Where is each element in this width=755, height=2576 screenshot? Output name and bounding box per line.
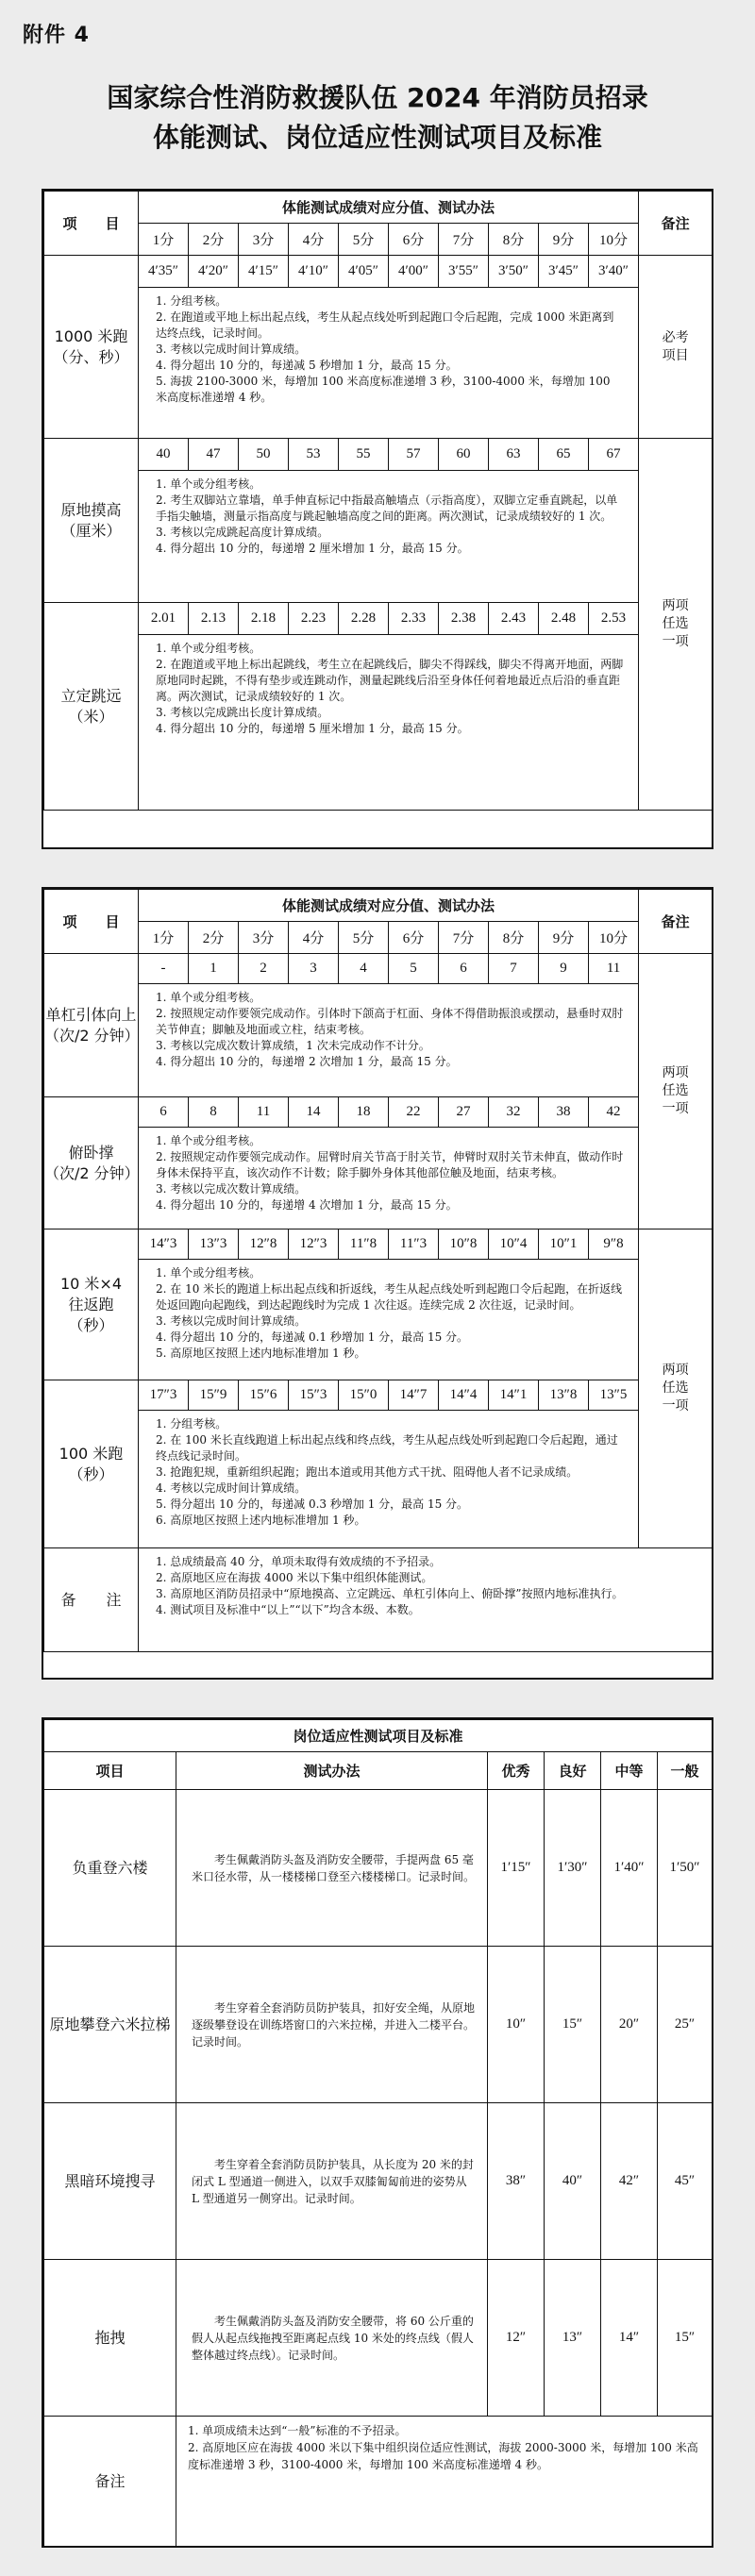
score-value: 42 xyxy=(589,1097,639,1128)
method-line: 2. 在跑道或平地上标出起点线，考生从起点线处听到起跑口令后起跑，完成 1000 米距离到达终点线，记录时间。 xyxy=(156,310,614,340)
score-value: 11″8 xyxy=(339,1229,389,1260)
method-line: 1. 分组考核。 xyxy=(156,1417,227,1430)
method-line: 4. 得分超出 10 分的，每递增 2 次增加 1 分，最高 15 分。 xyxy=(156,1055,458,1068)
item-name: 黑暗环境搜寻 xyxy=(44,2103,176,2260)
score-value: 3′45″ xyxy=(539,256,589,288)
table-row xyxy=(44,2260,713,2417)
score-value: 3′50″ xyxy=(489,256,539,288)
score-value: 15″9 xyxy=(189,1380,239,1411)
header-item: 项 目 xyxy=(44,192,139,256)
score-label: 10分 xyxy=(589,224,639,256)
notes-label: 备 注 xyxy=(44,1548,139,1652)
grade-value: 38″ xyxy=(488,2103,545,2260)
method-line: 1. 单个或分组考核。 xyxy=(156,642,261,655)
test-method xyxy=(139,1128,639,1229)
score-value: 47 xyxy=(189,439,239,471)
score-label: 6分 xyxy=(389,922,439,954)
score-value: 15″6 xyxy=(239,1380,289,1411)
grade-excellent: 优秀 xyxy=(488,1752,545,1790)
score-value: 2.18 xyxy=(239,603,289,635)
method-line: 4. 得分超出 10 分的，每递增 2 厘米增加 1 分，最高 15 分。 xyxy=(156,542,469,555)
method-line: 4. 考核以完成时间计算成绩。 xyxy=(156,1481,307,1495)
grade-value: 20″ xyxy=(601,1947,658,2103)
score-value: 2.01 xyxy=(139,603,189,635)
score-value: 63 xyxy=(489,439,539,471)
item-name: 单杠引体向上 （次/2 分钟） xyxy=(44,954,139,1097)
item-name: 立定跳远 （米） xyxy=(44,603,139,811)
score-value: 22 xyxy=(389,1097,439,1128)
test-method xyxy=(139,984,639,1097)
notes-content xyxy=(139,1548,713,1652)
notes-label: 备注 xyxy=(44,2417,176,2547)
score-value: 15″3 xyxy=(289,1380,339,1411)
post-adaptability-grid xyxy=(43,1719,713,2547)
score-value: 2.48 xyxy=(539,603,589,635)
score-label: 1分 xyxy=(139,224,189,256)
score-value: 11 xyxy=(239,1097,289,1128)
grade-pass: 一般 xyxy=(658,1752,713,1790)
table-row xyxy=(44,603,713,635)
test-method xyxy=(176,1790,488,1947)
grade-medium: 中等 xyxy=(601,1752,658,1790)
score-header-row xyxy=(44,224,713,256)
grade-value: 10″ xyxy=(488,1947,545,2103)
method-line: 3. 抢跑犯规，重新组织起跑；跑出本道或用其他方式干扰、阻碍他人者不记录成绩。 xyxy=(156,1465,579,1479)
method-line: 4. 得分超出 10 分的，每递增 5 厘米增加 1 分，最高 15 分。 xyxy=(156,722,469,735)
grade-value: 42″ xyxy=(601,2103,658,2260)
remark-choose-one: 两项 任选 一项 xyxy=(639,954,713,1229)
table-row xyxy=(44,439,713,471)
score-value: 32 xyxy=(489,1097,539,1128)
score-value: 7 xyxy=(489,954,539,984)
score-value: 17″3 xyxy=(139,1380,189,1411)
score-value: 6 xyxy=(439,954,489,984)
grade-value: 15″ xyxy=(545,1947,601,2103)
score-value: 5 xyxy=(389,954,439,984)
score-label: 2分 xyxy=(189,224,239,256)
method-line: 3. 考核以完成次数计算成绩。 xyxy=(156,1182,307,1196)
test-method xyxy=(176,2260,488,2417)
table-row xyxy=(44,1229,713,1260)
grade-value: 45″ xyxy=(658,2103,713,2260)
score-value: 9″8 xyxy=(589,1229,639,1260)
grade-value: 13″ xyxy=(545,2260,601,2417)
table-row xyxy=(44,1097,713,1128)
score-label: 3分 xyxy=(239,922,289,954)
table-row xyxy=(44,1380,713,1411)
score-value: 1 xyxy=(189,954,239,984)
method-line: 2. 按照规定动作要领完成动作。引体时下颌高于杠面、身体不得借助振浪或摆动，悬垂时双肘关节伸直；脚触及地面或立柱，结束考核。 xyxy=(156,1007,624,1036)
score-label: 2分 xyxy=(189,922,239,954)
score-value: 3 xyxy=(289,954,339,984)
header-item: 项目 xyxy=(44,1752,176,1790)
score-value: 50 xyxy=(239,439,289,471)
note-line: 2. 高原地区应在海拔 4000 米以下集中组织体能测试。 xyxy=(156,1571,433,1584)
header-group: 体能测试成绩对应分值、测试办法 xyxy=(139,192,639,224)
score-value: 10″8 xyxy=(439,1229,489,1260)
score-label: 9分 xyxy=(539,224,589,256)
item-name: 1000 米跑 （分、秒） xyxy=(44,256,139,439)
document-title-line2: 体能测试、岗位适应性测试项目及标准 xyxy=(152,122,602,153)
method-line: 4. 得分超出 10 分的，每递增 4 次增加 1 分，最高 15 分。 xyxy=(156,1198,458,1212)
method-line: 4. 得分超出 10 分的，每递减 5 秒增加 1 分，最高 15 分。 xyxy=(156,359,458,372)
grade-good: 良好 xyxy=(545,1752,601,1790)
score-value: 18 xyxy=(339,1097,389,1128)
score-value: 2.13 xyxy=(189,603,239,635)
grade-value: 1′30″ xyxy=(545,1790,601,1947)
method-line: 4. 得分超出 10 分的，每递减 0.1 秒增加 1 分，最高 15 分。 xyxy=(156,1330,469,1344)
method-line: 6. 高原地区按照上述内地标准增加 1 秒。 xyxy=(156,1514,366,1527)
method-line: 2. 在跑道或平地上标出起跳线，考生立在起跳线后，脚尖不得踩线，脚尖不得离开地面，两脚原地同时起跳，不得有垫步或连跳动作，测量起跳线后沿至身体任何着地最近点后沿的垂直距离。两次测试，记录成绩较好的 1 次。 xyxy=(156,658,624,703)
grade-value: 15″ xyxy=(658,2260,713,2417)
score-value: 53 xyxy=(289,439,339,471)
note-line: 4. 测试项目及标准中“以上”“以下”均含本级、本数。 xyxy=(156,1603,420,1616)
table-row xyxy=(44,2103,713,2260)
score-value: 14 xyxy=(289,1097,339,1128)
post-adaptability-table xyxy=(42,1717,713,2548)
grade-value: 25″ xyxy=(658,1947,713,2103)
method-line: 1. 单个或分组考核。 xyxy=(156,1266,261,1280)
grade-value: 1′40″ xyxy=(601,1790,658,1947)
score-value: 14″4 xyxy=(439,1380,489,1411)
score-value: 15″0 xyxy=(339,1380,389,1411)
remark-required: 必考 项目 xyxy=(639,256,713,439)
item-name: 10 米×4 往返跑 （秒） xyxy=(44,1229,139,1380)
fitness-table-2-grid xyxy=(43,889,713,1652)
method-text: 考生佩戴消防头盔及消防安全腰带，将 60 公斤重的假人从起点线拖拽至距离起点线 10 米处的终点线（假人整体越过终点线）。记录时间。 xyxy=(192,2314,474,2362)
test-method xyxy=(139,471,639,603)
score-value: 11 xyxy=(589,954,639,984)
remark-choose-one: 两项 任选 一项 xyxy=(639,439,713,811)
score-value: 57 xyxy=(389,439,439,471)
score-value: 14″3 xyxy=(139,1229,189,1260)
method-line: 5. 得分超出 10 分的，每递减 0.3 秒增加 1 分，最高 15 分。 xyxy=(156,1497,469,1511)
method-line: 2. 在 10 米长的跑道上标出起点线和折返线，考生从起点线处听到起跑口令后起跑，在折返线处返回跑向起跑线，到达起跑线时为完成 1 次往返。连续完成 2 次往返，记录时间。 xyxy=(156,1282,623,1312)
test-method xyxy=(176,1947,488,2103)
score-label: 3分 xyxy=(239,224,289,256)
score-value: 2.33 xyxy=(389,603,439,635)
method-line: 5. 高原地区按照上述内地标准增加 1 秒。 xyxy=(156,1347,366,1360)
score-label: 8分 xyxy=(489,224,539,256)
score-value: 4 xyxy=(339,954,389,984)
score-value: 67 xyxy=(589,439,639,471)
method-line: 1. 分组考核。 xyxy=(156,294,227,308)
note-line: 2. 高原地区应在海拔 4000 米以下集中组织岗位适应性测试，海拔 2000-3000 米，每增加 100 米高度标准递增 3 秒，3100-4000 米，每增加 100 米高度标准递增 4 秒。 xyxy=(188,2441,698,2471)
method-text: 考生穿着全套消防员防护装具，从长度为 20 米的封闭式 L 型通道一侧进入，以双手双膝匍匐前进的姿势从 L 型通道另一侧穿出。记录时间。 xyxy=(192,2157,474,2205)
score-value: 14″1 xyxy=(489,1380,539,1411)
method-line: 1. 单个或分组考核。 xyxy=(156,1134,261,1147)
grade-value: 40″ xyxy=(545,2103,601,2260)
score-value: 2.28 xyxy=(339,603,389,635)
score-value: 10″4 xyxy=(489,1229,539,1260)
document-title-line1: 国家综合性消防救援队伍 2024 年消防员招录 xyxy=(107,82,648,113)
test-method xyxy=(139,635,639,811)
score-value: 14″7 xyxy=(389,1380,439,1411)
score-label: 8分 xyxy=(489,922,539,954)
score-label: 1分 xyxy=(139,922,189,954)
item-name: 原地摸高 （厘米） xyxy=(44,439,139,603)
table-row xyxy=(44,1790,713,1947)
header-item: 项 目 xyxy=(44,890,139,954)
method-line: 2. 按照规定动作要领完成动作。屈臂时肩关节高于肘关节，伸臂时双肘关节未伸直，做动作时身体未保持平直，该次动作不计数；除手脚外身体其他部位触及地面，结束考核。 xyxy=(156,1150,624,1179)
notes-content xyxy=(176,2417,713,2547)
score-value: 2.43 xyxy=(489,603,539,635)
score-value: 60 xyxy=(439,439,489,471)
score-value: 6 xyxy=(139,1097,189,1128)
test-method xyxy=(139,1411,639,1548)
score-value: 55 xyxy=(339,439,389,471)
grade-value: 14″ xyxy=(601,2260,658,2417)
score-header-row xyxy=(44,922,713,954)
score-label: 10分 xyxy=(589,922,639,954)
score-value: 4′15″ xyxy=(239,256,289,288)
method-line: 5. 海拔 2100-3000 米，每增加 100 米高度标准递增 3 秒，3100-4000 米，每增加 100 米高度标准递增 4 秒。 xyxy=(156,375,611,404)
note-line: 1. 单项成绩未达到“一般”标准的不予招录。 xyxy=(188,2424,407,2437)
score-value: 2 xyxy=(239,954,289,984)
item-name: 拖拽 xyxy=(44,2260,176,2417)
score-label: 7分 xyxy=(439,224,489,256)
test-method xyxy=(139,1260,639,1380)
method-text: 考生穿着全套消防员防护装具，扣好安全绳，从原地逐级攀登设在训练塔窗口的六米拉梯，并进入二楼平台。记录时间。 xyxy=(192,2000,476,2049)
score-value: 4′05″ xyxy=(339,256,389,288)
grade-value: 12″ xyxy=(488,2260,545,2417)
score-value: 4′20″ xyxy=(189,256,239,288)
grade-value: 1′15″ xyxy=(488,1790,545,1947)
score-value: 9 xyxy=(539,954,589,984)
header-method: 测试办法 xyxy=(176,1752,488,1790)
grade-value: 1′50″ xyxy=(658,1790,713,1947)
method-line: 3. 考核以完成次数计算成绩，1 次未完成动作不计分。 xyxy=(156,1039,430,1052)
score-value: 2.23 xyxy=(289,603,339,635)
item-name: 俯卧撑 （次/2 分钟） xyxy=(44,1097,139,1229)
score-value: 3′55″ xyxy=(439,256,489,288)
score-value: 4′35″ xyxy=(139,256,189,288)
score-value: - xyxy=(139,954,189,984)
note-line: 1. 总成绩最高 40 分，单项未取得有效成绩的不予招录。 xyxy=(156,1555,442,1568)
score-value: 8 xyxy=(189,1097,239,1128)
method-line: 2. 考生双脚站立靠墙，单手伸直标记中指最高触墙点（示指高度），双脚立定垂直跳起，以单手指尖触墙，测量示指高度与跳起触墙高度之间的距离。两次测试，记录成绩较好的 1 次。 xyxy=(156,493,618,523)
score-value: 10″1 xyxy=(539,1229,589,1260)
header-group: 体能测试成绩对应分值、测试办法 xyxy=(139,890,639,922)
score-value: 65 xyxy=(539,439,589,471)
score-value: 13″3 xyxy=(189,1229,239,1260)
remark-choose-one: 两项 任选 一项 xyxy=(639,1229,713,1548)
score-value: 11″3 xyxy=(389,1229,439,1260)
method-text: 考生佩戴消防头盔及消防安全腰带，手提两盘 65 毫米口径水带，从一楼楼梯口登至六楼楼梯口。记录时间。 xyxy=(192,1852,476,1883)
header-remark: 备注 xyxy=(639,890,713,954)
score-label: 4分 xyxy=(289,224,339,256)
item-name: 负重登六楼 xyxy=(44,1790,176,1947)
item-name: 100 米跑（秒） xyxy=(44,1380,139,1548)
fitness-table-2 xyxy=(42,887,713,1680)
method-line: 3. 考核以完成跳起高度计算成绩。 xyxy=(156,526,329,539)
score-label: 4分 xyxy=(289,922,339,954)
method-line: 1. 单个或分组考核。 xyxy=(156,991,261,1004)
table-row xyxy=(44,256,713,288)
score-value: 13″5 xyxy=(589,1380,639,1411)
score-value: 13″8 xyxy=(539,1380,589,1411)
method-line: 3. 考核以完成时间计算成绩。 xyxy=(156,1314,307,1328)
score-value: 38 xyxy=(539,1097,589,1128)
method-line: 3. 考核以完成跳出长度计算成绩。 xyxy=(156,706,329,719)
method-line: 3. 考核以完成时间计算成绩。 xyxy=(156,343,307,356)
score-value: 3′40″ xyxy=(589,256,639,288)
score-value: 4′00″ xyxy=(389,256,439,288)
score-value: 12″8 xyxy=(239,1229,289,1260)
method-line: 2. 在 100 米长直线跑道上标出起点线和终点线，考生从起点线处听到起跑口令后起跑，通过终点线记录时间。 xyxy=(156,1433,618,1463)
score-label: 7分 xyxy=(439,922,489,954)
score-label: 9分 xyxy=(539,922,589,954)
fitness-table-1-grid xyxy=(43,191,713,811)
table-row xyxy=(44,1947,713,2103)
test-method xyxy=(176,2103,488,2260)
score-value: 2.38 xyxy=(439,603,489,635)
score-value: 12″3 xyxy=(289,1229,339,1260)
score-label: 6分 xyxy=(389,224,439,256)
note-line: 3. 高原地区消防员招录中“原地摸高、立定跳远、单杠引体向上、俯卧撑”按照内地标准执行。 xyxy=(156,1587,624,1600)
score-value: 40 xyxy=(139,439,189,471)
attachment-label: 附件 4 xyxy=(23,24,90,47)
test-method xyxy=(139,288,639,439)
method-line: 1. 单个或分组考核。 xyxy=(156,477,261,491)
table3-title: 岗位适应性测试项目及标准 xyxy=(44,1720,713,1752)
fitness-table-1 xyxy=(42,189,713,849)
score-value: 4′10″ xyxy=(289,256,339,288)
score-value: 2.53 xyxy=(589,603,639,635)
table-row xyxy=(44,954,713,984)
score-label: 5分 xyxy=(339,922,389,954)
header-remark: 备注 xyxy=(639,192,713,256)
item-name: 原地攀登六米拉梯 xyxy=(44,1947,176,2103)
score-label: 5分 xyxy=(339,224,389,256)
score-value: 27 xyxy=(439,1097,489,1128)
